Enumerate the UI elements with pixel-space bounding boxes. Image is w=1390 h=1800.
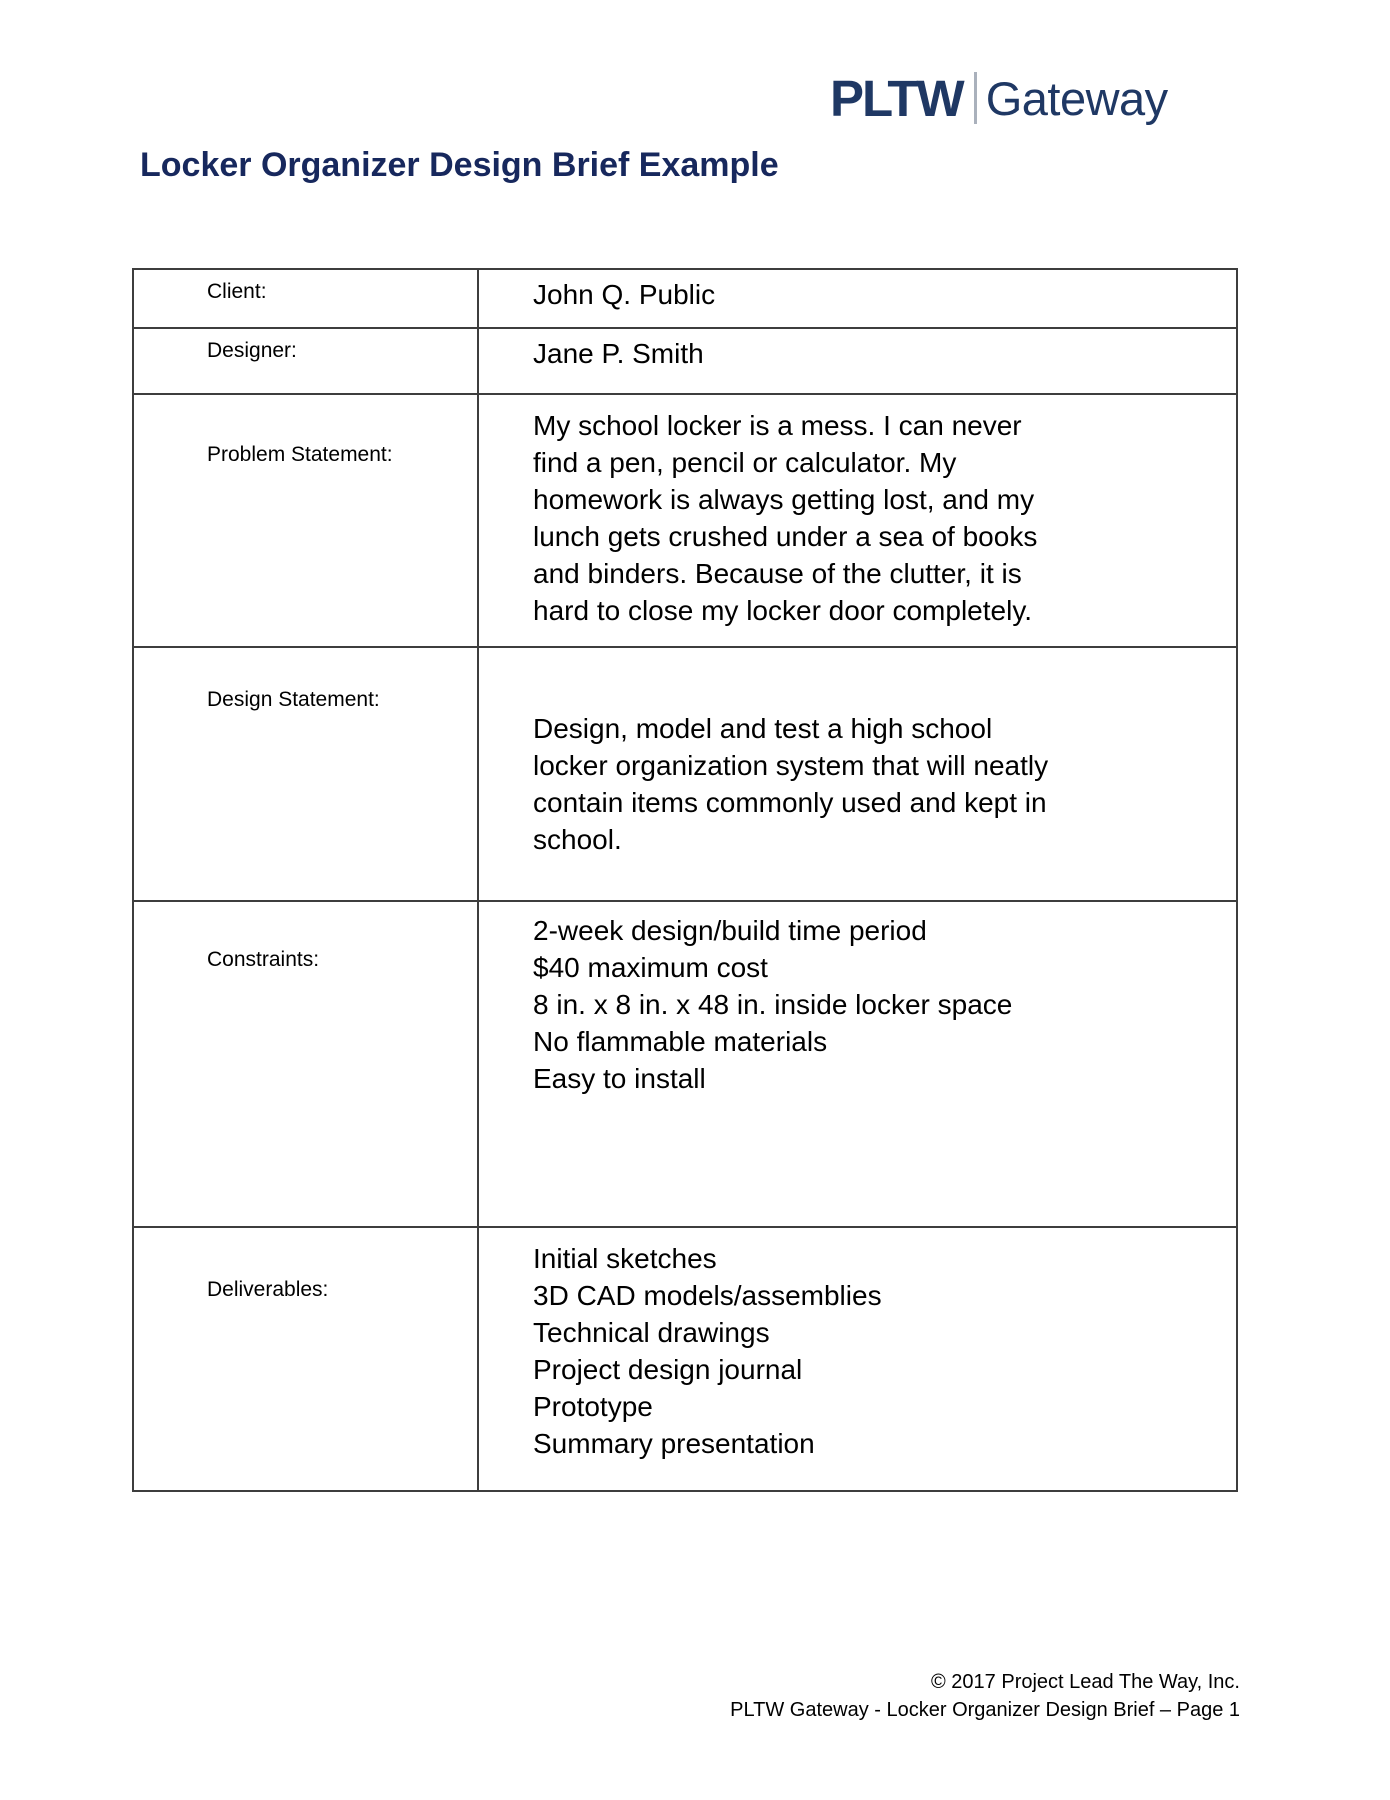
value-line: and binders. Because of the clutter, it is	[533, 558, 1022, 589]
row-value-design-statement	[478, 647, 1237, 901]
value-line: find a pen, pencil or calculator. My	[533, 447, 957, 478]
row-value-problem-statement	[478, 394, 1237, 647]
row-value-constraints	[478, 901, 1237, 1227]
value-line: school.	[533, 824, 622, 855]
row-label-constraints: Constraints:	[133, 901, 478, 1227]
page-footer	[730, 1668, 1240, 1724]
value-line: 8 in. x 8 in. x 48 in. inside locker space	[533, 989, 1013, 1020]
value-line: No flammable materials	[533, 1026, 828, 1057]
row-label-problem-statement: Problem Statement:	[133, 394, 478, 647]
value-line: Prototype	[533, 1391, 653, 1422]
row-value-client	[478, 269, 1237, 328]
row-label-deliverables: Deliverables:	[133, 1227, 478, 1491]
value-line: 2-week design/build time period	[533, 915, 927, 946]
table-row-design-statement	[133, 647, 1237, 901]
footer-document-info: PLTW Gateway - Locker Organizer Design Brief – Page 1	[730, 1699, 1240, 1721]
value-line: Technical drawings	[533, 1317, 770, 1348]
row-label-design-statement: Design Statement:	[133, 647, 478, 901]
table-row-constraints	[133, 901, 1237, 1227]
value-line: Initial sketches	[533, 1243, 717, 1274]
table-row-deliverables	[133, 1227, 1237, 1491]
value-line: 3D CAD models/assemblies	[533, 1280, 882, 1311]
value-line: locker organization system that will neatly	[533, 750, 1049, 781]
table-row-problem-statement	[133, 394, 1237, 647]
value-line: Summary presentation	[533, 1428, 815, 1459]
value-line: Design, model and test a high school	[533, 713, 993, 744]
table-row-client	[133, 269, 1237, 328]
value-line: lunch gets crushed under a sea of books	[533, 521, 1038, 552]
design-brief-table	[132, 268, 1238, 1492]
value-line: Jane P. Smith	[533, 338, 704, 369]
row-value-designer	[478, 328, 1237, 394]
logo-gateway-text: Gateway	[985, 71, 1168, 125]
row-label-designer: Designer:	[133, 328, 478, 394]
value-line: homework is always getting lost, and my	[533, 484, 1035, 515]
logo-pltw-text: PLTW	[830, 69, 963, 127]
table-row-designer	[133, 328, 1237, 394]
value-line: $40 maximum cost	[533, 952, 768, 983]
row-label-client: Client:	[133, 269, 478, 328]
value-line: John Q. Public	[533, 279, 716, 310]
page-title: Locker Organizer Design Brief Example	[140, 146, 779, 184]
footer-copyright: © 2017 Project Lead The Way, Inc.	[931, 1671, 1240, 1693]
logo-divider	[974, 72, 977, 124]
value-line: My school locker is a mess. I can never	[533, 410, 1022, 441]
value-line: Project design journal	[533, 1354, 803, 1385]
pltw-gateway-logo	[830, 69, 1168, 127]
value-line: contain items commonly used and kept in	[533, 787, 1047, 818]
row-value-deliverables	[478, 1227, 1237, 1491]
value-line: Easy to install	[533, 1063, 706, 1094]
value-line: hard to close my locker door completely.	[533, 595, 1033, 626]
